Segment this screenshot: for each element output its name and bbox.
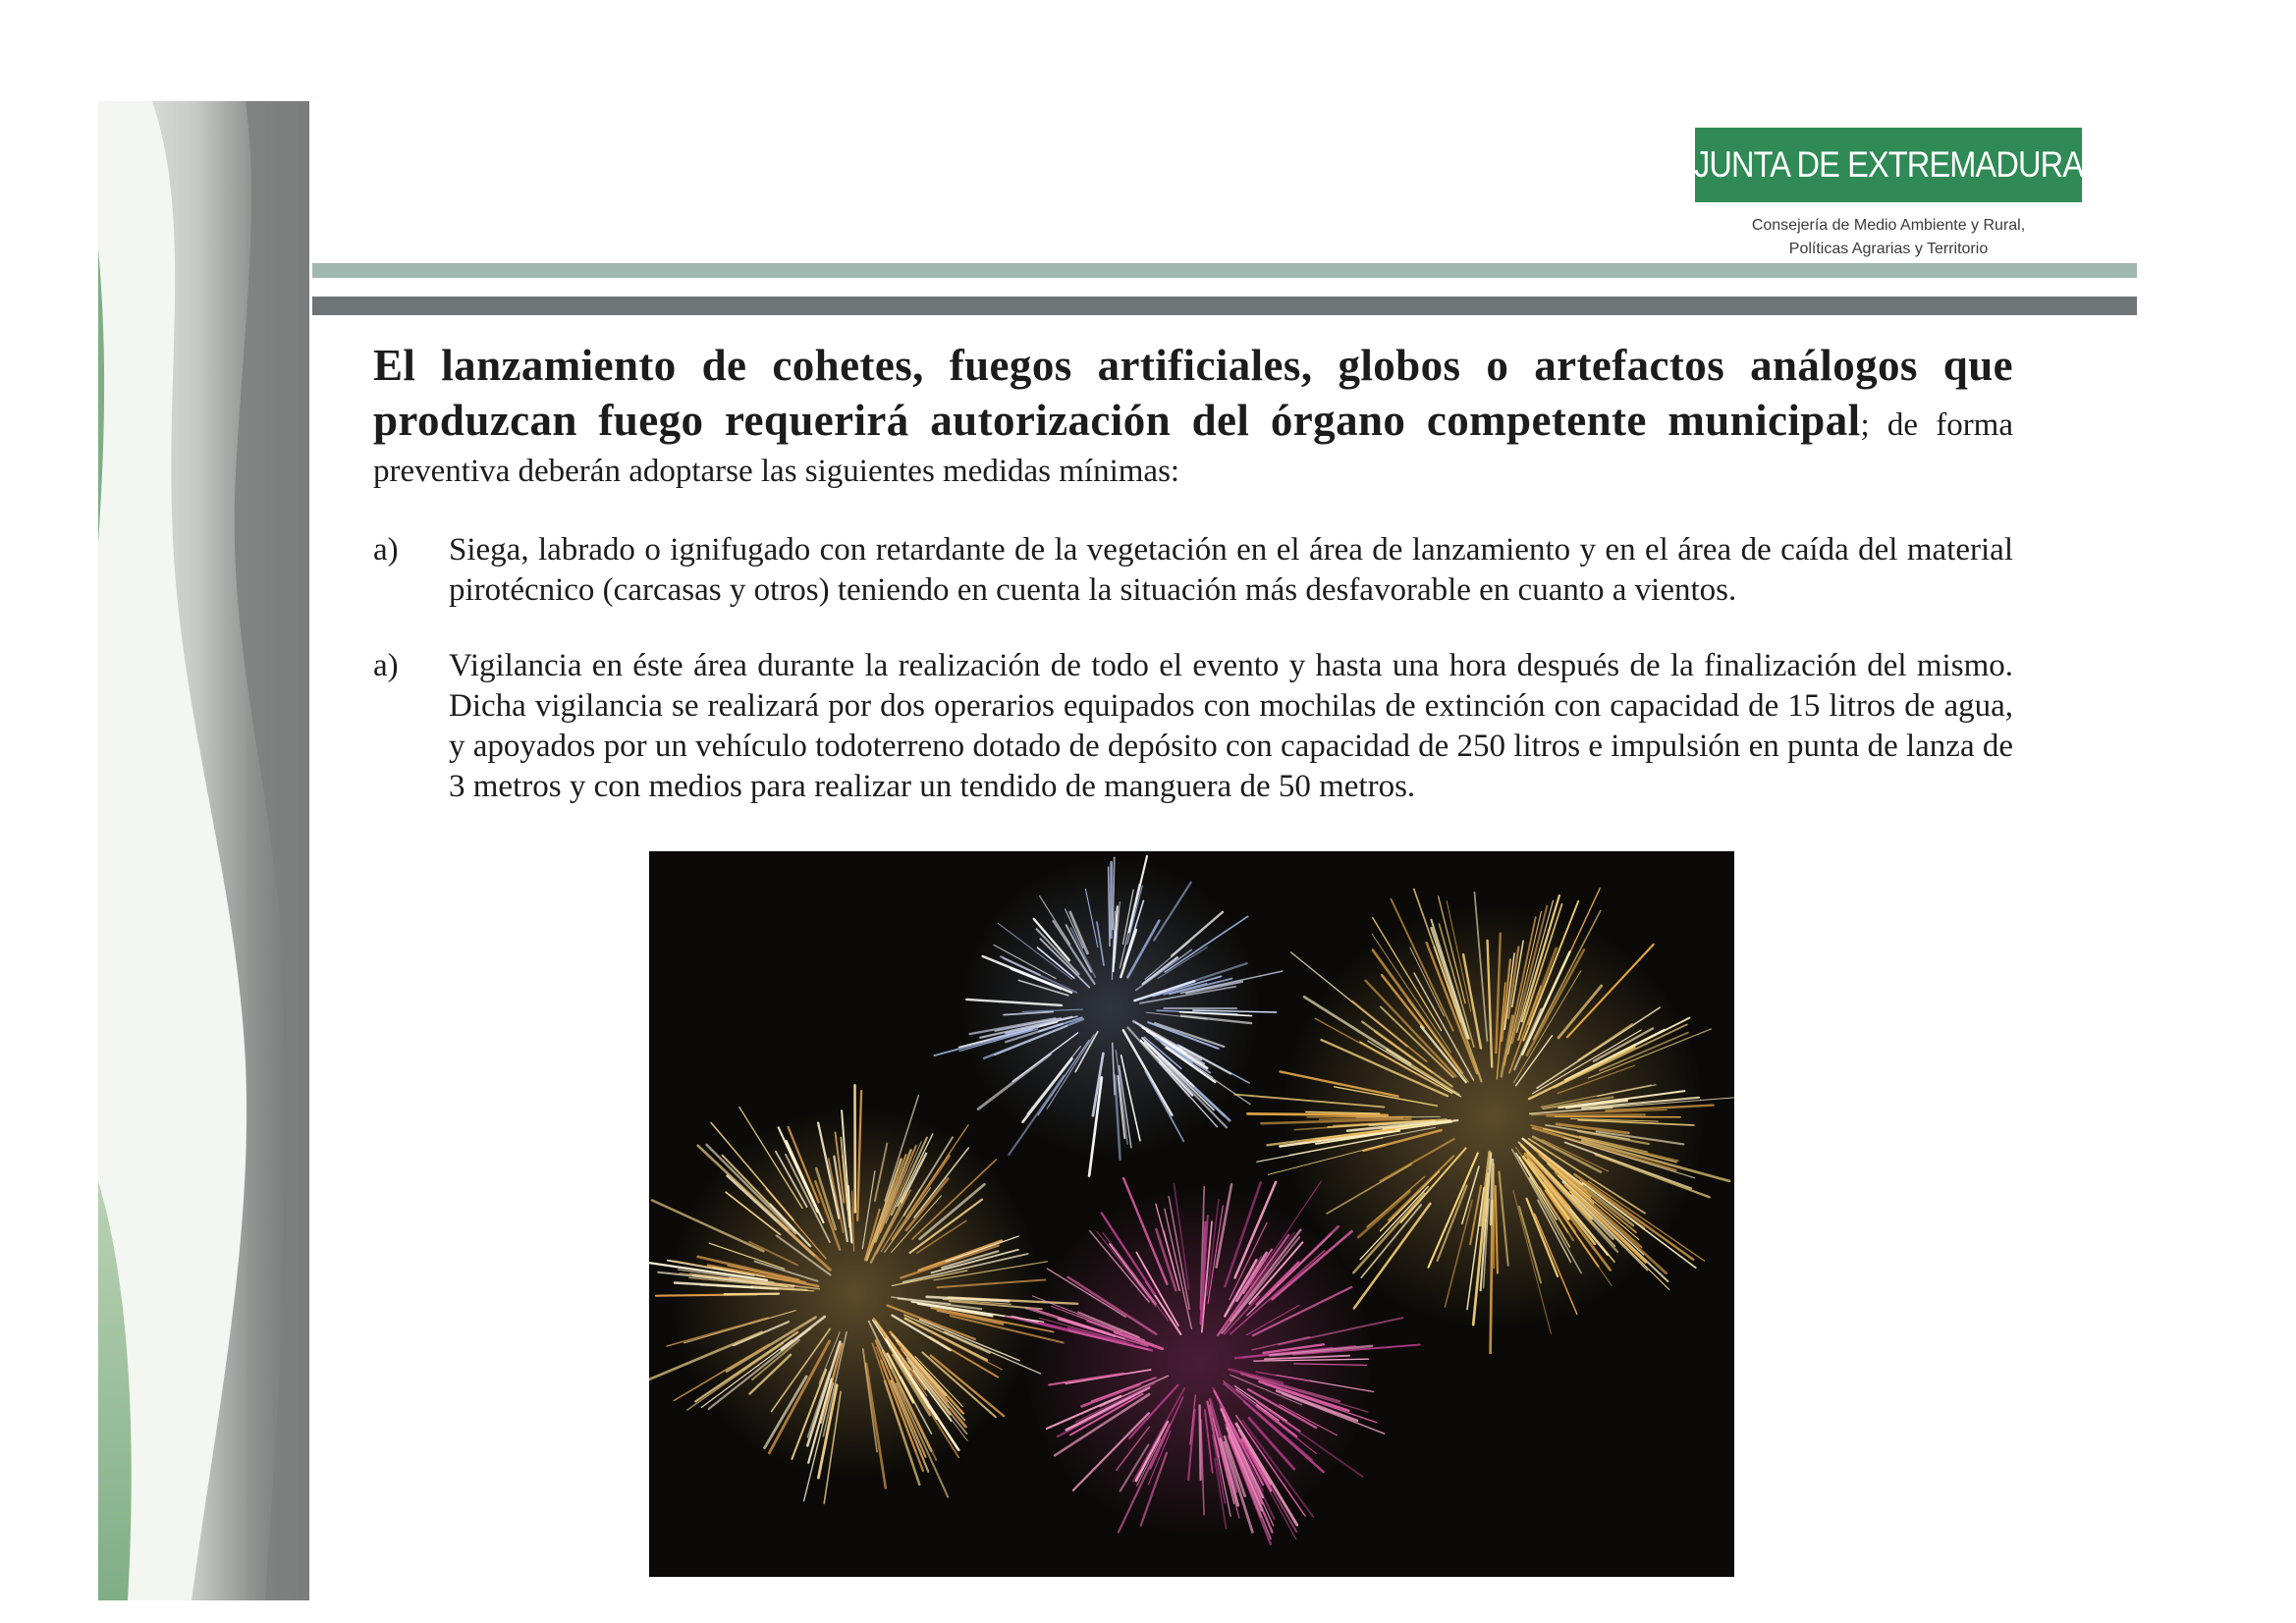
list-item-letter: a) bbox=[373, 532, 399, 568]
logo-subtitle-line-2: Políticas Agrarias y Territorio bbox=[1788, 241, 1989, 257]
list-item bbox=[373, 646, 2013, 807]
intro-bold-text: El lanzamiento de cohetes, fuegos artificiales, globos o artefactos análogos que produzcan fuego requerirá autorización del órgano competente municipal bbox=[373, 341, 2013, 445]
list-item-text: Vigilancia en éste área durante la realización de todo el evento y hasta una hora después de la finalización del mismo. Dicha vigilancia se realizará por dos operarios equipados con mochilas de extinción con capacidad de 15 litros de agua, y apoyados por un vehículo todoterreno dotado de depósito con capacidad de 250 litros e impulsión en punta de lanza de 3 metros y con medios para realizar un tendido de manguera de 50 metros. bbox=[449, 648, 2013, 804]
list-item-text: Siega, labrado o ignifugado con retardante de la vegetación en el área de lanzamiento y en el área de caída del material pirotécnico (carcasas y otros) teniendo en cuenta la situación más desfavorable en cuanto a vientos. bbox=[449, 532, 2013, 608]
main-content bbox=[373, 339, 2013, 807]
header-stripe-dark bbox=[312, 297, 2137, 315]
header-stripe-light bbox=[312, 263, 2137, 278]
logo-subtitle-line-1: Consejería de Medio Ambiente y Rural, bbox=[1751, 217, 2026, 234]
side-decoration-band bbox=[98, 101, 309, 1600]
logo-text: JUNTA DE EXTREMADURA bbox=[1693, 144, 2084, 185]
intro-rest-text: ; de forma preventiva deberán adoptarse las siguientes medidas mínimas: bbox=[373, 407, 2013, 489]
logo-subtitle bbox=[1695, 214, 2082, 261]
junta-extremadura-logo bbox=[1695, 128, 2082, 202]
fireworks-photo bbox=[649, 851, 1734, 1577]
intro-paragraph bbox=[373, 339, 2013, 495]
list-item-letter: a) bbox=[373, 648, 399, 683]
list-item bbox=[373, 530, 2013, 611]
